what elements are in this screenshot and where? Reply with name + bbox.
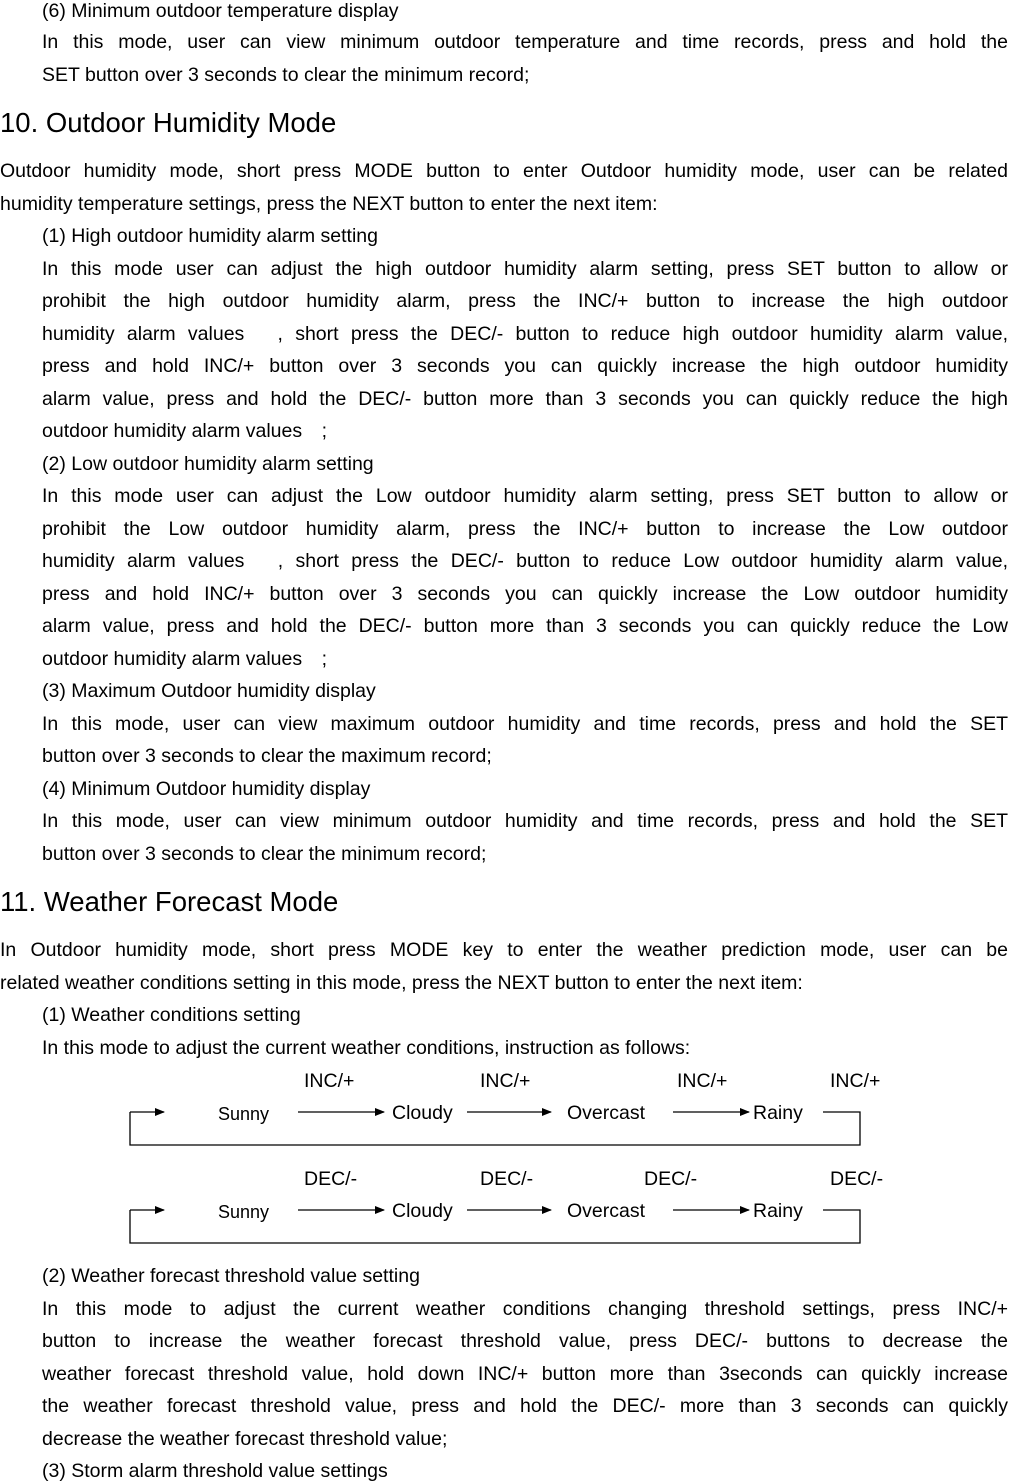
inc-button-label: INC/+	[677, 1070, 728, 1092]
paragraph-line: related weather conditions setting in this mode, press the NEXT button to enter the next item:	[0, 972, 803, 994]
paragraph-line: SET button over 3 seconds to clear the minimum record;	[42, 64, 530, 86]
state-cloudy: Cloudy	[392, 1200, 453, 1222]
dec-button-label: DEC/-	[644, 1168, 698, 1190]
paragraph-line: humidity alarm values , short press the DEC/- button to reduce high outdoor humidity alarm value,	[42, 323, 1008, 345]
state-sunny: Sunny	[218, 1104, 270, 1124]
item-title-weather-conditions: (1) Weather conditions setting	[42, 1004, 301, 1026]
paragraph-line: prohibit the Low outdoor humidity alarm, press the INC/+ button to increase the Low outdoor	[42, 518, 1008, 540]
paragraph-line: decrease the weather forecast threshold value;	[42, 1428, 448, 1450]
inc-button-label: INC/+	[480, 1070, 531, 1092]
paragraph-line: In this mode, user can view minimum outdoor humidity and time records, press and hold the SET	[42, 810, 1008, 832]
state-rainy: Rainy	[753, 1200, 803, 1222]
paragraph-line: In this mode user can adjust the Low outdoor humidity alarm setting, press SET button to allow or	[42, 485, 1008, 507]
paragraph-line: humidity alarm values , short press the DEC/- button to reduce Low outdoor humidity alarm value,	[42, 550, 1008, 572]
paragraph-line: In this mode, user can view minimum outdoor temperature and time records, press and hold the	[42, 31, 1008, 53]
inc-button-label: INC/+	[304, 1070, 355, 1092]
item-title-forecast-threshold: (2) Weather forecast threshold value setting	[42, 1265, 420, 1287]
paragraph-line: Outdoor humidity mode, short press MODE button to enter Outdoor humidity mode, user can be related	[0, 160, 1008, 182]
section-heading-weather-forecast: 11. Weather Forecast Mode	[0, 886, 339, 917]
item-title-storm-alarm-threshold: (3) Storm alarm threshold value settings	[42, 1460, 388, 1482]
paragraph-line: outdoor humidity alarm values ;	[42, 420, 328, 442]
state-overcast: Overcast	[567, 1102, 646, 1124]
paragraph-line: In Outdoor humidity mode, short press MODE key to enter the weather prediction mode, user can be	[0, 939, 1008, 961]
item-title-high-humidity-alarm: (1) High outdoor humidity alarm setting	[42, 225, 378, 247]
item-title-min-humidity-display: (4) Minimum Outdoor humidity display	[42, 778, 371, 800]
paragraph-line: button over 3 seconds to clear the maximum record;	[42, 745, 492, 767]
paragraph-line: In this mode to adjust the current weather conditions changing threshold settings, press INC/+	[42, 1298, 1008, 1320]
paragraph-line: weather forecast threshold value, hold down INC/+ button more than 3seconds can quickly increase	[42, 1363, 1008, 1385]
dec-button-label: DEC/-	[830, 1168, 884, 1190]
item-title-low-humidity-alarm: (2) Low outdoor humidity alarm setting	[42, 453, 374, 475]
paragraph-line: In this mode to adjust the current weather conditions, instruction as follows:	[42, 1037, 691, 1059]
item-title-min-outdoor-temp: (6) Minimum outdoor temperature display	[42, 0, 399, 22]
inc-button-label: INC/+	[830, 1070, 881, 1092]
paragraph-line: button to increase the weather forecast threshold value, press DEC/- buttons to decrease the	[42, 1330, 1008, 1352]
paragraph-line: prohibit the high outdoor humidity alarm, press the INC/+ button to increase the high outdoor	[42, 290, 1008, 312]
paragraph-line: In this mode, user can view maximum outdoor humidity and time records, press and hold the SET	[42, 713, 1008, 735]
dec-button-label: DEC/-	[480, 1168, 534, 1190]
section-heading-outdoor-humidity: 10. Outdoor Humidity Mode	[0, 107, 337, 138]
state-overcast: Overcast	[567, 1200, 646, 1222]
state-cloudy: Cloudy	[392, 1102, 453, 1124]
paragraph-line: button over 3 seconds to clear the minimum record;	[42, 843, 487, 865]
weather-cycle-diagram	[0, 1062, 1009, 1252]
paragraph-line: In this mode user can adjust the high outdoor humidity alarm setting, press SET button to allow or	[42, 258, 1008, 280]
dec-button-label: DEC/-	[304, 1168, 358, 1190]
item-title-max-humidity-display: (3) Maximum Outdoor humidity display	[42, 680, 376, 702]
paragraph-line: press and hold INC/+ button over 3 seconds you can quickly increase the Low outdoor humidity	[42, 583, 1008, 605]
state-sunny: Sunny	[218, 1202, 270, 1222]
paragraph-line: the weather forecast threshold value, press and hold the DEC/- more than 3 seconds can quickly	[42, 1395, 1008, 1417]
paragraph-line: alarm value, press and hold the DEC/- button more than 3 seconds you can quickly reduce the Low	[42, 615, 1008, 637]
state-rainy: Rainy	[753, 1102, 803, 1124]
paragraph-line: humidity temperature settings, press the NEXT button to enter the next item:	[0, 193, 658, 215]
paragraph-line: outdoor humidity alarm values ;	[42, 648, 328, 670]
paragraph-line: alarm value, press and hold the DEC/- button more than 3 seconds you can quickly reduce the high	[42, 388, 1008, 410]
paragraph-line: press and hold INC/+ button over 3 seconds you can quickly increase the high outdoor humidity	[42, 355, 1008, 377]
